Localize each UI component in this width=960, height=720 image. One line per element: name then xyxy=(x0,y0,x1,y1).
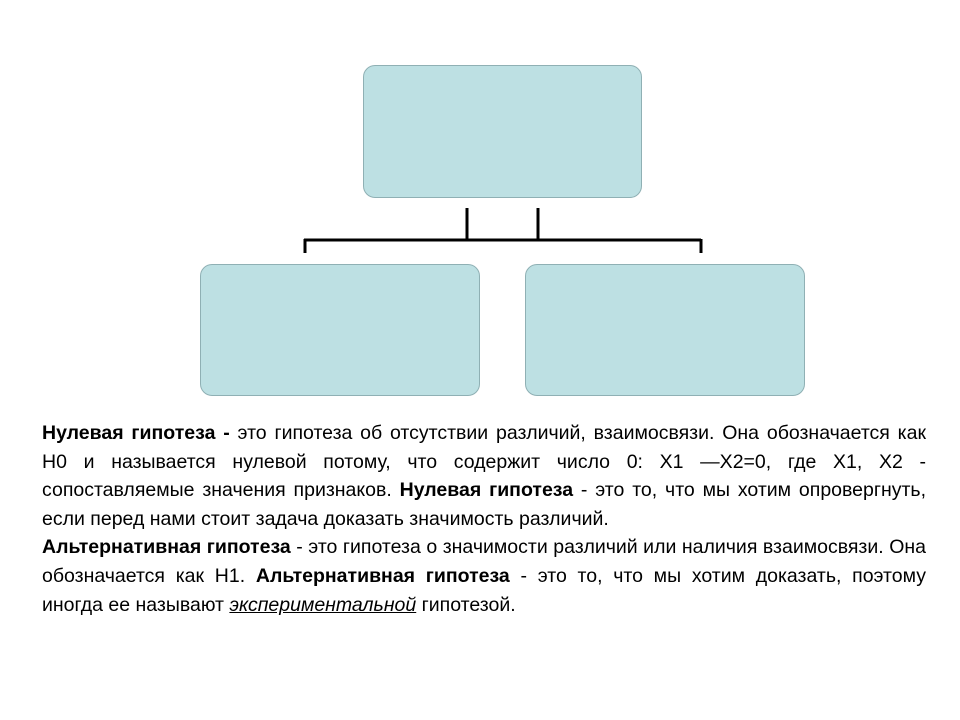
term-alternative-hypothesis: Альтернативная гипотеза xyxy=(42,536,291,559)
diagram-box-null-hypothesis xyxy=(200,264,480,396)
diagram-box-alternative-hypothesis xyxy=(525,264,805,396)
paragraph-alternative-hypothesis xyxy=(42,533,926,619)
term-alternative-hypothesis-repeat: Альтернативная гипотеза xyxy=(255,564,510,587)
null-hypothesis-definition: это гипотеза об отсутствии различий, взаимосвязи. Она обозначается как H0 и называется нулевой потому, что содержит число 0: X1 —X2=0, где X1, X2 - сопоставляемые значения признаков. xyxy=(42,422,926,502)
paragraph-null-hypothesis xyxy=(42,419,926,533)
emphasis-experimental: экспериментальной xyxy=(229,593,417,616)
alternative-hypothesis-purpose: - это то, что мы хотим доказать, поэтому иногда ее называют xyxy=(42,564,926,616)
null-hypothesis-purpose: - это то, что мы хотим опровергнуть, если перед нами стоит задача доказать значимость различий. xyxy=(42,479,926,530)
alternative-hypothesis-definition: - это гипотеза о значимости различий или наличия взаимосвязи. Она обозначается как H1. xyxy=(42,536,926,587)
alternative-hypothesis-ending: гипотезой. xyxy=(416,593,516,616)
term-null-hypothesis-repeat: Нулевая гипотеза xyxy=(399,479,574,502)
term-null-hypothesis: Нулевая гипотеза - xyxy=(42,422,230,444)
definitions-text xyxy=(42,419,926,619)
